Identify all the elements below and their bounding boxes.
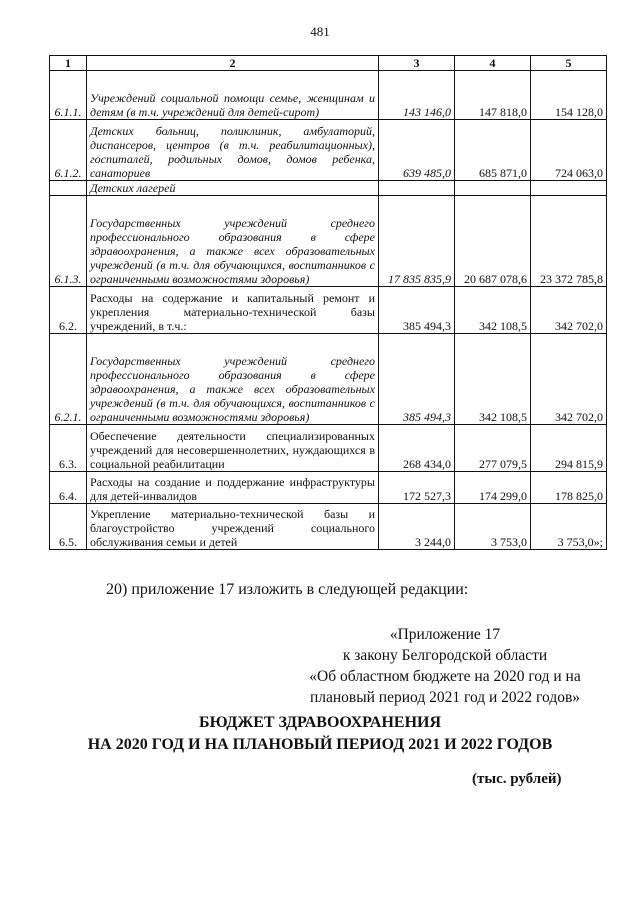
value-2022: 342 702,0 <box>531 334 607 425</box>
value-2021: 20 687 078,6 <box>455 196 531 287</box>
row-code: 6.5. <box>50 504 87 550</box>
row-name: Государственных учреждений среднего профессионального образования в сфере здравоохранения, а также всех образовательных учреждений (в т.ч. для обучающихся, воспитанников с ограниченными возможностями здоровья) <box>87 196 379 287</box>
row-name: Расходы на создание и поддержание инфраструктуры для детей-инвалидов <box>87 472 379 504</box>
amendment-paragraph: 20) приложение 17 изложить в следующей редакции: <box>106 581 469 598</box>
value-2021: 277 079,5 <box>455 425 531 472</box>
table-row <box>50 334 607 425</box>
value-2021 <box>455 181 531 196</box>
column-header: 5 <box>531 56 607 71</box>
value-2020: 639 485,0 <box>379 120 455 181</box>
value-2022: 23 372 785,8 <box>531 196 607 287</box>
budget-table <box>49 55 607 550</box>
value-2020 <box>379 181 455 196</box>
row-code <box>50 181 87 196</box>
table-row <box>50 287 607 334</box>
column-header: 2 <box>87 56 379 71</box>
value-2022: 3 753,0»; <box>531 504 607 550</box>
row-name: Обеспечение деятельности специализированных учреждений для несовершеннолетних, нуждающихся в социальной реабилитации <box>87 425 379 472</box>
value-2021: 685 871,0 <box>455 120 531 181</box>
table-row <box>50 504 607 550</box>
value-2021: 342 108,5 <box>455 287 531 334</box>
value-2022: 154 128,0 <box>531 71 607 120</box>
annex-line: плановый период 2021 год и 2022 годов» <box>309 689 581 706</box>
table-row <box>50 181 607 196</box>
row-code: 6.1.2. <box>50 120 87 181</box>
annex-line: «Приложение 17 <box>389 626 501 643</box>
row-name: Детских лагерей <box>87 181 379 196</box>
value-2020: 17 835 835,9 <box>379 196 455 287</box>
column-header: 3 <box>379 56 455 71</box>
value-2021: 342 108,5 <box>455 334 531 425</box>
row-code: 6.3. <box>50 425 87 472</box>
value-2020: 3 244,0 <box>379 504 455 550</box>
value-2021: 174 299,0 <box>455 472 531 504</box>
row-code: 6.2.1. <box>50 334 87 425</box>
value-2020: 143 146,0 <box>379 71 455 120</box>
column-header: 1 <box>50 56 87 71</box>
row-name: Укрепление материально-технической базы и благоустройство учреждений социального обслуживания семьи и детей <box>87 504 379 550</box>
row-code: 6.1.3. <box>50 196 87 287</box>
units-label: (тыс. рублей) <box>472 771 562 787</box>
table-row <box>50 425 607 472</box>
annex-header <box>300 624 590 708</box>
value-2020: 268 434,0 <box>379 425 455 472</box>
value-2022: 294 815,9 <box>531 425 607 472</box>
table-header-row <box>50 56 607 71</box>
row-name: Расходы на содержание и капитальный ремонт и укрепления материально-технической базы учреждений, в т.ч.: <box>87 287 379 334</box>
value-2022: 724 063,0 <box>531 120 607 181</box>
value-2020: 172 527,3 <box>379 472 455 504</box>
value-2021: 147 818,0 <box>455 71 531 120</box>
row-name: Учреждений социальной помощи семье, женщинам и детям (в т.ч. учреждений для детей-сирот) <box>87 71 379 120</box>
budget-title-line: НА 2020 ГОД И НА ПЛАНОВЫЙ ПЕРИОД 2021 И 2022 ГОДОВ <box>87 736 553 753</box>
annex-line: к закону Белгородской области <box>342 647 548 664</box>
row-code: 6.2. <box>50 287 87 334</box>
row-code: 6.1.1. <box>50 71 87 120</box>
page-number: 481 <box>310 24 330 39</box>
table-row <box>50 472 607 504</box>
value-2022: 342 702,0 <box>531 287 607 334</box>
table-row <box>50 120 607 181</box>
row-name: Детских больниц, поликлиник, амбулаторий, диспансеров, центров (в т.ч. реабилитационных), госпиталей, родильных домов, домов ребенка, санаториев <box>87 120 379 181</box>
table-row <box>50 196 607 287</box>
value-2022: 178 825,0 <box>531 472 607 504</box>
annex-line: «Об областном бюджете на 2020 год и на <box>309 668 581 685</box>
value-2020: 385 494,3 <box>379 334 455 425</box>
column-header: 4 <box>455 56 531 71</box>
value-2022 <box>531 181 607 196</box>
table-row <box>50 71 607 120</box>
row-name: Государственных учреждений среднего профессионального образования в сфере здравоохранения, а также всех образовательных учреждений (в т.ч. для обучающихся, воспитанников с ограниченными возможностями здоровья) <box>87 334 379 425</box>
budget-title <box>40 712 600 756</box>
budget-title-line: БЮДЖЕТ ЗДРАВООХРАНЕНИЯ <box>198 714 442 731</box>
value-2021: 3 753,0 <box>455 504 531 550</box>
value-2020: 385 494,3 <box>379 287 455 334</box>
row-code: 6.4. <box>50 472 87 504</box>
